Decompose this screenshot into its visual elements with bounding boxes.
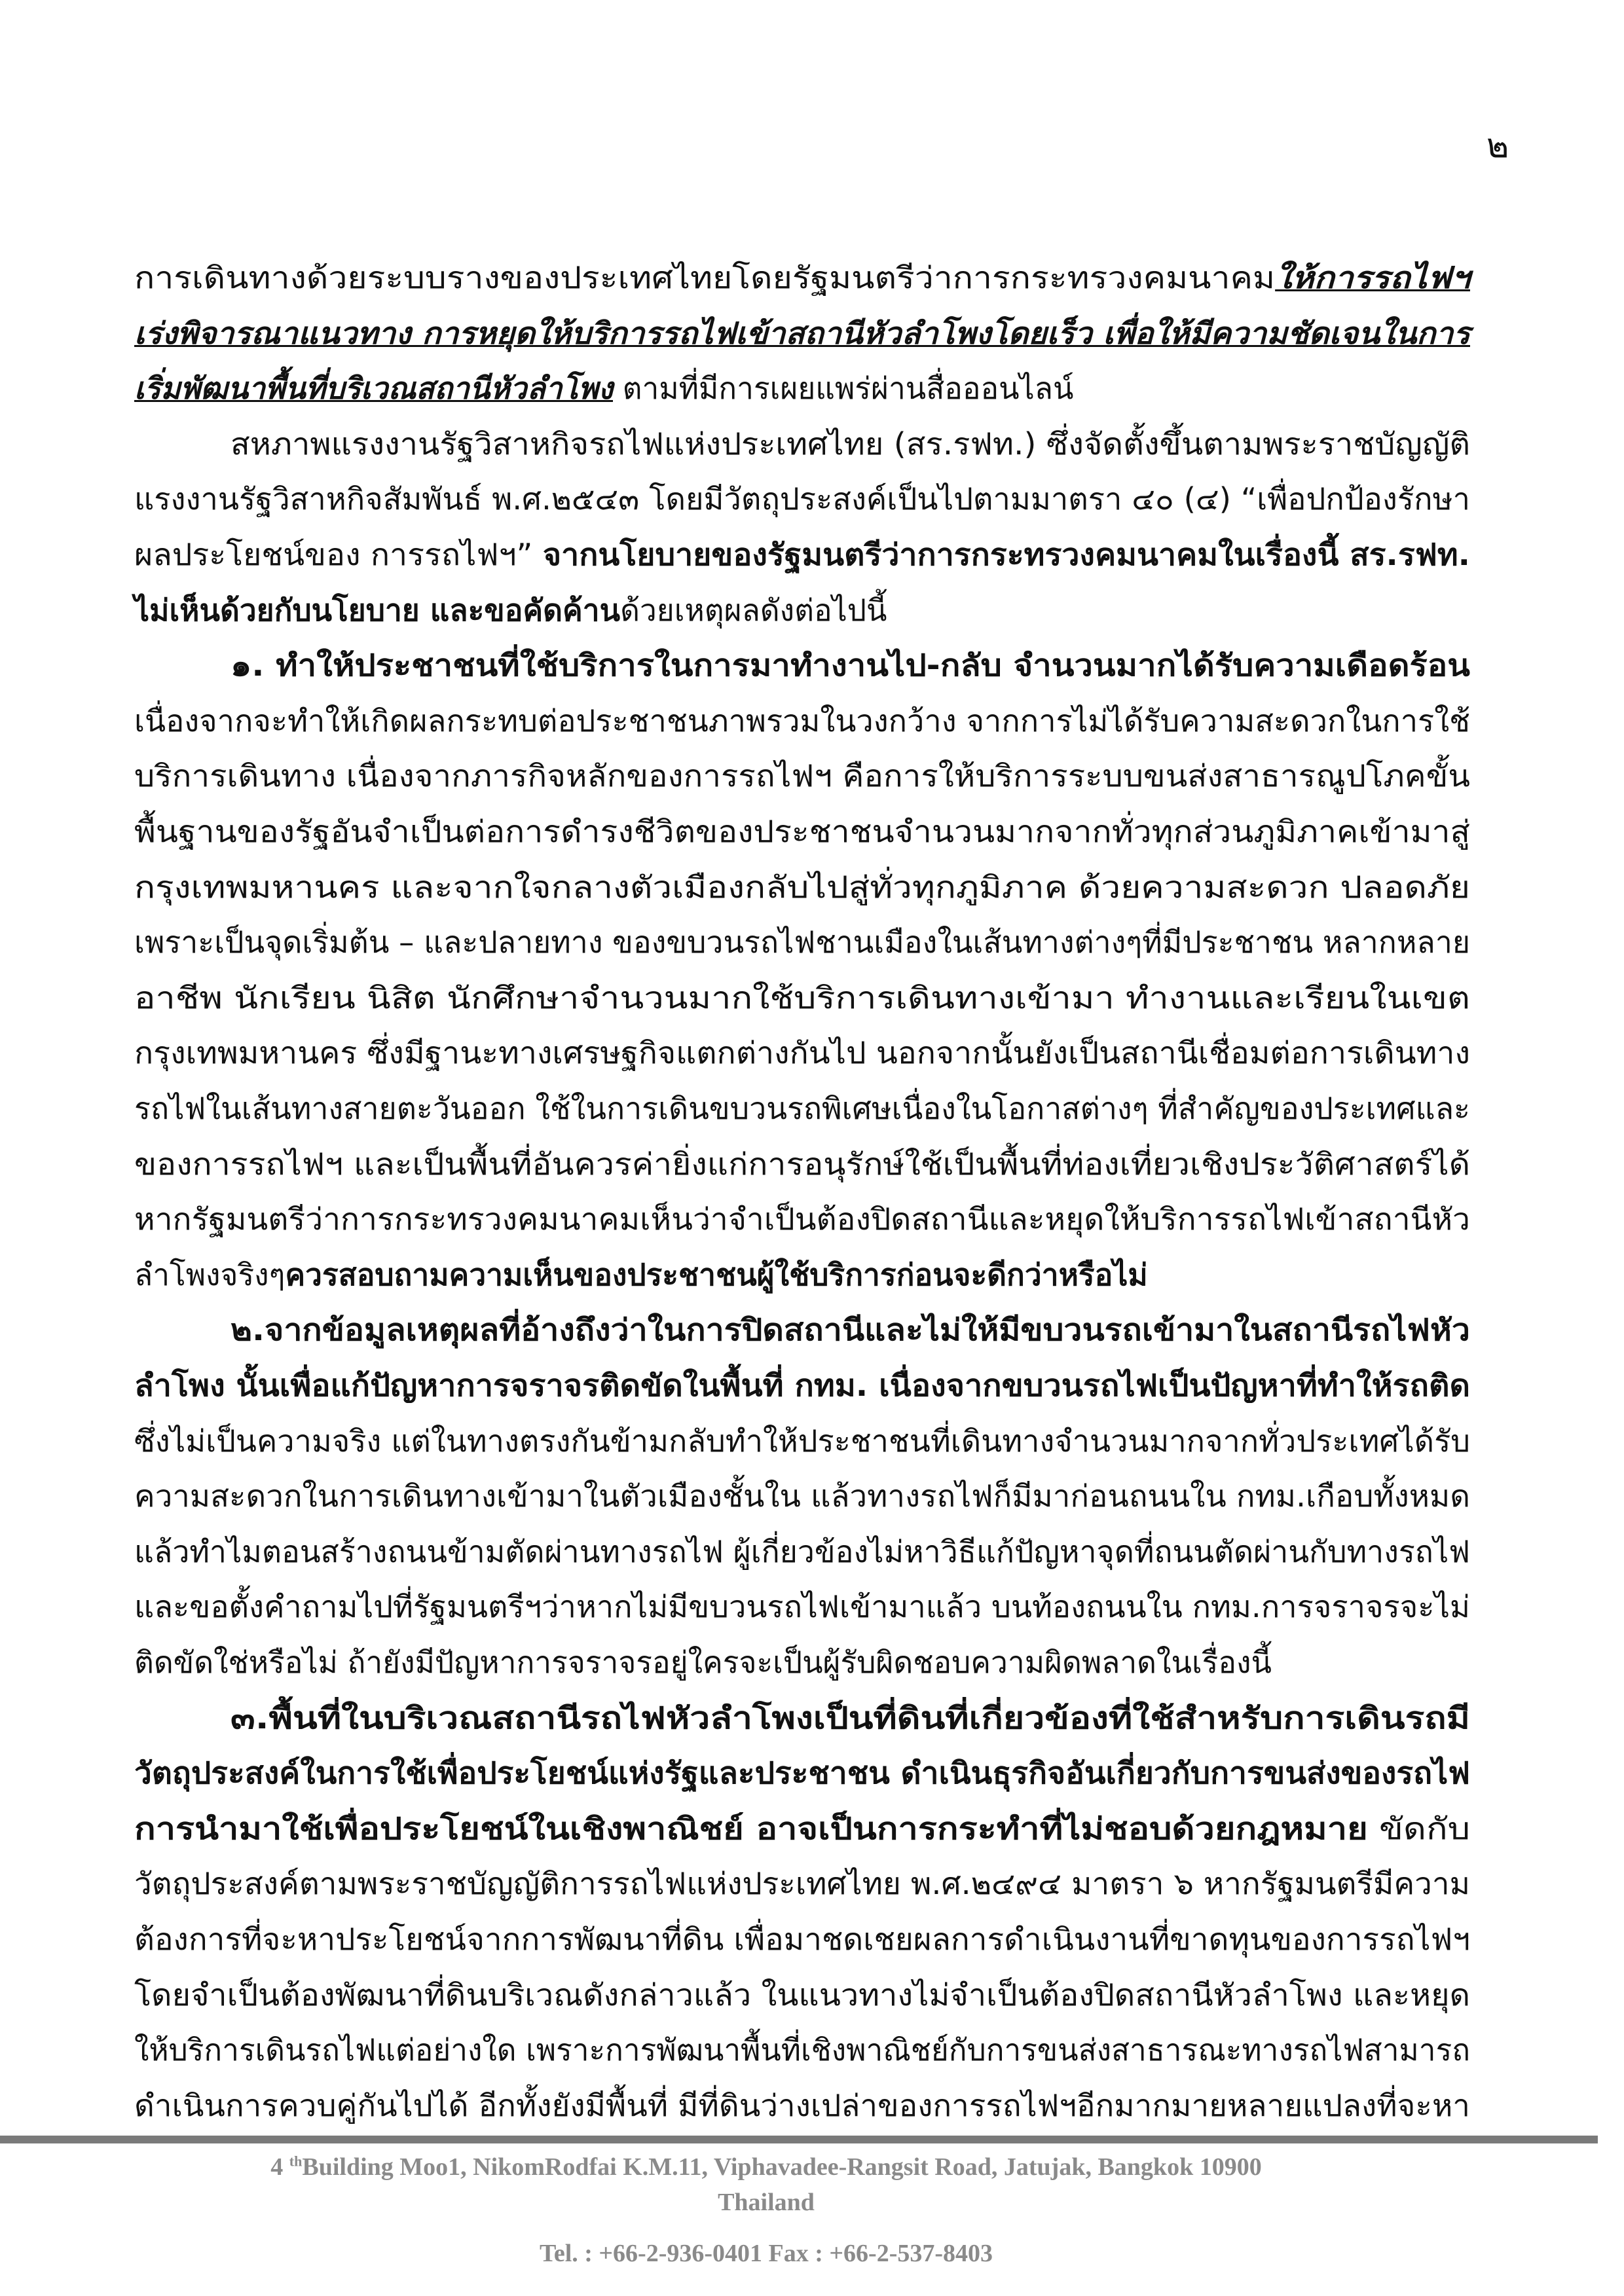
text-segment: ดำเนินการควบคู่กันไปได้ อีกทั้งยังมีพื้นที่ มีที่ดินว่างเปล่าของการรถไฟฯอีกมากมายหลายแปลงที่จะหา <box>134 2087 1470 2123</box>
text-segment: เนื่องจากจะทำให้เกิดผลกระทบต่อประชาชนภาพรวมในวงกว้าง จากการไม่ได้รับความสะดวกในการใช้ <box>134 702 1470 738</box>
text-line <box>134 1524 1470 1579</box>
text-line <box>134 1247 1470 1302</box>
text-line <box>134 1468 1470 1523</box>
text-line-content <box>134 1358 1470 1413</box>
text-line <box>134 1856 1470 1911</box>
text-line <box>134 1081 1470 1136</box>
text-line-content <box>231 416 1470 471</box>
text-line <box>134 306 1470 361</box>
text-segment: ต้องการที่จะหาประโยชน์จากการพัฒนาที่ดิน เพื่อมาชดเชยผลการดำเนินงานที่ขาดทุนของการรถไฟฯ <box>134 1922 1470 1957</box>
text-segment: ความสะดวกในการเดินทางเข้ามาในตัวเมืองชั้นใน แล้วทางรถไฟก็มีมาก่อนถนนใน กทม.เกือบทั้งหมด <box>134 1478 1470 1514</box>
text-segment: ให้บริการเดินรถไฟแต่อย่างใด เพราะการพัฒนาพื้นที่เชิงพาณิชย์กับการขนส่งสาธารณะทางรถไฟสามารถ <box>134 2032 1470 2068</box>
text-line-content <box>134 1745 1470 1800</box>
text-line-content <box>134 1413 1470 1468</box>
bold-text: ๒.จากข้อมูลเหตุผลที่อ้างถึงว่าในการปิดสถานีและไม่ให้มีขบวนรถเข้ามาในสถานีรถไฟหัว <box>231 1312 1470 1348</box>
text-line <box>134 361 1470 416</box>
text-segment: บริการเดินทาง เนื่องจากภารกิจหลักของการรถไฟฯ คือการให้บริการระบบขนส่งสาธารณูปโภคขั้น <box>134 758 1470 794</box>
text-segment: พื้นฐานของรัฐอันจำเป็นต่อการดำรงชีวิตของประชาชนจำนวนมากจากทั่วทุกส่วนภูมิภาคเข้ามาสู่ <box>134 814 1470 849</box>
text-line-content <box>134 1967 1470 2022</box>
text-line <box>134 1967 1470 2022</box>
text-line-content <box>134 748 1470 803</box>
bold-text: ควรสอบถามความเห็นของประชาชนผู้ใช้บริการก่อนจะดีกว่าหรือไม่ <box>285 1256 1148 1292</box>
bold-text: จากนโยบายของรัฐมนตรีว่าการกระทรวงคมนาคมในเรื่องนี้ สร.รฟท. <box>542 537 1470 572</box>
text-line-content <box>134 306 1470 361</box>
text-segment: โดยจำเป็นต้องพัฒนาที่ดินบริเวณดังกล่าวแล้ว ในแนวทางไม่จำเป็นต้องปิดสถานีหัวลำโพง และหยุด <box>134 1977 1470 2013</box>
text-line <box>231 416 1470 471</box>
bold-text: ๓.พื้นที่ในบริเวณสถานีรถไฟหัวลำโพงเป็นที่ดินที่เกี่ยวข้องที่ใช้สำหรับการเดินรถมี <box>231 1700 1470 1736</box>
text-line-content <box>134 471 1470 526</box>
text-line-content <box>134 583 887 638</box>
text-line <box>134 1413 1470 1468</box>
text-line-content <box>134 860 1470 915</box>
text-segment: กรุงเทพมหานคร และจากใจกลางตัวเมืองกลับไปสู่ทั่วทุกภูมิภาค ด้วยความสะดวก ปลอดภัย <box>134 869 1470 905</box>
text-line <box>134 471 1470 526</box>
text-segment: ติดขัดใช่หรือไม่ ถ้ายังมีปัญหาการจราจรอยู่ใครจะเป็นผู้รับผิดชอบความผิดพลาดในเรื่องนี้ <box>134 1645 1272 1680</box>
text-line-content <box>134 250 1470 305</box>
text-line <box>134 583 1470 638</box>
text-line-content <box>134 527 1470 582</box>
text-line-content <box>134 693 1470 748</box>
text-segment: ด้วยเหตุผลดังต่อไปนี้ <box>620 592 887 628</box>
text-line-content <box>134 1579 1470 1634</box>
text-segment: ของการรถไฟฯ และเป็นพื้นที่อันควรค่ายิ่งแก่การอนุรักษ์ใช้เป็นพื้นที่ท่องเที่ยวเชิงประวัติศาสตร์ได้ <box>134 1146 1470 1182</box>
text-line <box>134 1358 1470 1413</box>
text-line <box>231 638 1470 693</box>
text-line <box>231 1302 1470 1357</box>
text-line-content <box>134 2022 1470 2077</box>
text-line-content <box>231 1302 1470 1357</box>
text-segment: เพราะเป็นจุดเริ่มต้น – และปลายทาง ของขบวนรถไฟชานเมืองในเส้นทางต่างๆที่มีประชาชน หลากหลาย <box>134 924 1470 960</box>
text-line-content <box>134 1081 1470 1136</box>
text-line <box>134 915 1470 970</box>
bold-text: ลำโพง นั้นเพื่อแก้ปัญหาการจราจรติดขัดในพื้นที่ กทม. เนื่องจากขบวนรถไฟเป็นปัญหาที่ทำให้รถติด <box>134 1368 1470 1403</box>
text-line <box>134 527 1470 582</box>
text-segment: ซึ่งไม่เป็นความจริง แต่ในทางตรงกันข้ามกลับทำให้ประชาชนที่เดินทางจำนวนมากจากทั่วประเทศได้รับ <box>134 1423 1470 1459</box>
text-line <box>134 2078 1470 2133</box>
text-segment: ตามที่มีการเผยแพร่ผ่านสื่อออนไลน์ <box>613 371 1074 407</box>
page-number: ๒ <box>1486 126 1509 166</box>
bold-text: ไม่เห็นด้วยกับนโยบาย และขอคัดค้าน <box>134 592 621 628</box>
text-segment: ขัดกับ <box>1367 1810 1470 1846</box>
emphasized-text: เริ่มพัฒนาพื้นที่บริเวณสถานีหัวลำโพง <box>134 371 613 407</box>
text-line <box>134 1745 1470 1800</box>
text-line-content <box>134 361 1073 416</box>
text-line <box>134 1912 1470 1967</box>
bold-text: ๑. ทำให้ประชาชนที่ใช้บริการในการมาทำงานไป-กลับ จำนวนมากได้รับความเดือดร้อน <box>231 647 1470 683</box>
text-line <box>134 804 1470 859</box>
footer-divider <box>0 2136 1598 2143</box>
text-line-content <box>231 638 1470 693</box>
text-line-content <box>134 1524 1470 1579</box>
text-segment: การเดินทางด้วยระบบรางของประเทศไทยโดยรัฐมนตรีว่าการกระทรวงคมนาคม <box>134 260 1276 295</box>
text-line-content <box>231 1690 1470 1745</box>
text-line-content <box>134 1468 1470 1523</box>
text-segment: กรุงเทพมหานคร ซึ่งมีฐานะทางเศรษฐกิจแตกต่างกันไป นอกจากนั้นยังเป็นสถานีเชื่อมต่อการเดินทาง <box>134 1035 1470 1071</box>
text-line <box>134 1192 1470 1247</box>
text-segment: รถไฟในเส้นทางสายตะวันออก ใช้ในการเดินขบวนรถพิเศษเนื่องในโอกาสต่างๆ ที่สำคัญของประเทศและ <box>134 1091 1470 1126</box>
text-line <box>134 693 1470 748</box>
text-line <box>134 2022 1470 2077</box>
text-line <box>134 1801 1470 1856</box>
text-segment: และขอตั้งคำถามไปที่รัฐมนตรีฯว่าหากไม่มีขบวนรถไฟเข้ามาแล้ว บนท้องถนนใน กทม.การจราจรจะไม่ <box>134 1589 1470 1625</box>
text-line <box>134 1579 1470 1634</box>
text-line-content <box>134 970 1470 1025</box>
footer-address <box>0 2153 1578 2181</box>
text-line-content <box>134 804 1470 859</box>
text-line <box>134 970 1470 1025</box>
text-segment: แรงงานรัฐวิสาหกิจสัมพันธ์ พ.ศ.๒๕๔๓ โดยมีวัตถุประสงค์เป็นไปตามมาตรา ๔๐ (๔) “เพื่อปกป้องรักษา <box>134 481 1470 517</box>
text-line <box>231 1690 1470 1745</box>
footer-address-suffix: th <box>289 2153 303 2170</box>
text-segment: สหภาพแรงงานรัฐวิสาหกิจรถไฟแห่งประเทศไทย (สร.รฟท.) ซึ่งจัดตั้งขึ้นตามพระราชบัญญัติ <box>231 426 1470 462</box>
text-line <box>134 1635 1470 1690</box>
text-line <box>134 748 1470 803</box>
bold-text: การนำมาใช้เพื่อประโยชน์ในเชิงพาณิชย์ อาจเป็นการกระทำที่ไม่ชอบด้วยกฎหมาย <box>134 1810 1368 1846</box>
text-segment: ลำโพงจริงๆ <box>134 1256 286 1292</box>
text-line-content <box>134 1635 1272 1690</box>
text-line-content <box>134 1247 1148 1302</box>
text-segment: หากรัฐมนตรีว่าการกระทรวงคมนาคมเห็นว่าจำเป็นต้องปิดสถานีและหยุดให้บริการรถไฟเข้าสถานีหัว <box>134 1201 1470 1237</box>
text-line-content <box>134 1856 1470 1911</box>
text-line-content <box>134 1025 1470 1080</box>
footer-contact: Tel. : +66-2-936-0401 Fax : +66-2-537-8403 <box>539 2240 993 2267</box>
emphasized-text: เร่งพิจารณาแนวทาง การหยุดให้บริการรถไฟเข้าสถานีหัวลำโพงโดยเร็ว เพื่อให้มีความชัดเจนในการ <box>134 315 1470 351</box>
text-line <box>134 1025 1470 1080</box>
text-line <box>134 250 1470 305</box>
emphasized-text: ให้การรถไฟฯ <box>1275 260 1470 295</box>
text-line-content <box>134 1801 1470 1856</box>
text-line-content <box>134 1192 1470 1247</box>
text-line-content <box>134 915 1470 970</box>
text-segment: แล้วทำไมตอนสร้างถนนข้ามตัดผ่านทางรถไฟ ผู้เกี่ยวข้องไม่หาวิธีแก้ปัญหาจุดที่ถนนตัดผ่านกับทางรถไฟ <box>134 1533 1470 1569</box>
text-line <box>134 1137 1470 1192</box>
text-segment: อาชีพ นักเรียน นิสิต นักศึกษาจำนวนมากใช้บริการเดินทางเข้ามา ทำงานและเรียนในเขต <box>134 979 1470 1015</box>
text-segment: วัตถุประสงค์ตามพระราชบัญญัติการรถไฟแห่งประเทศไทย พ.ศ.๒๔๙๔ มาตรา ๖ หากรัฐมนตรีมีความ <box>134 1866 1470 1902</box>
footer-address-text: Building Moo1, NikomRodfai K.M.11, Viphavadee-Rangsit Road, Jatujak, Bangkok 10900 <box>302 2153 1262 2181</box>
text-line-content <box>134 1137 1470 1192</box>
text-segment: ผลประโยชน์ของ การรถไฟฯ” <box>134 537 543 572</box>
text-line-content <box>134 2078 1470 2133</box>
footer-address-number: 4 <box>270 2153 284 2181</box>
text-line <box>134 860 1470 915</box>
bold-text: วัตถุประสงค์ในการใช้เพื่อประโยชน์แห่งรัฐและประชาชน ดำเนินธุรกิจอันเกี่ยวกับการขนส่งของรถไฟ <box>134 1755 1470 1791</box>
text-line-content <box>134 1912 1470 1967</box>
footer-country: Thailand <box>718 2189 815 2216</box>
